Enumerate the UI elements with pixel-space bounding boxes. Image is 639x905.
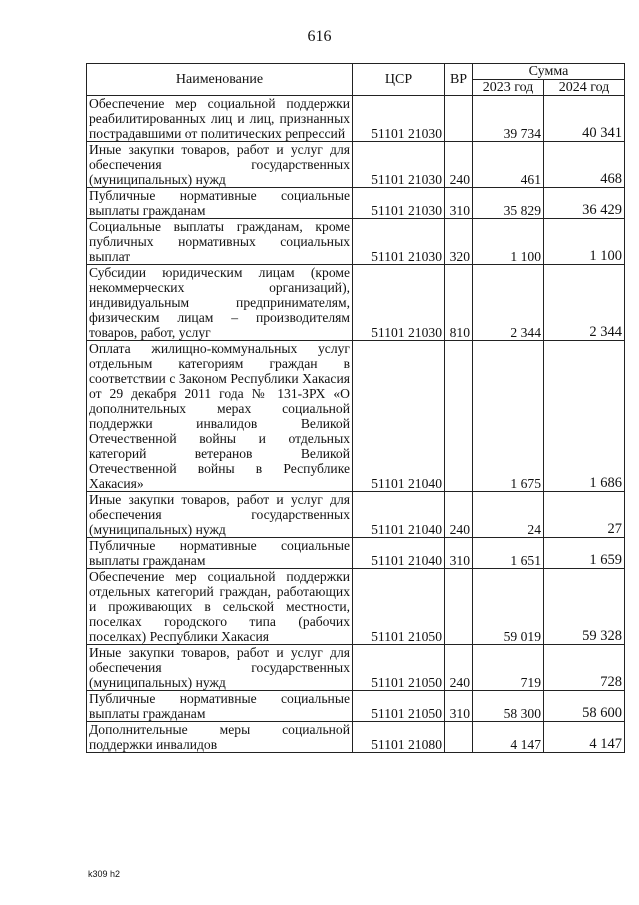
row-vr-cell: 810 [445,265,473,341]
row-amount-2024-cell: 40 341 [544,96,625,142]
row-vr-cell: 310 [445,188,473,219]
row-amount-2024-cell: 1 686 [544,341,625,492]
row-name-cell: Обеспечение мер социальной поддержки отдельных категорий граждан, работающих и проживающих в сельской местности, поселках городского типа (рабочих поселках) Республики Хакасия [87,569,353,645]
row-name-cell: Публичные нормативные социальные выплаты гражданам [87,691,353,722]
row-name-cell: Иные закупки товаров, работ и услуг для обеспечения государственных (муниципальных) нужд [87,645,353,691]
row-csr-cell: 51101 21030 [353,96,445,142]
row-vr-cell [445,96,473,142]
row-amount-2023-cell: 59 019 [473,569,544,645]
header-csr: ЦСР [353,64,445,96]
table-row [87,219,625,265]
row-vr-cell: 310 [445,691,473,722]
row-amount-2023-cell: 1 651 [473,538,544,569]
row-amount-2024-cell: 58 600 [544,691,625,722]
row-amount-2024-cell: 4 147 [544,722,625,753]
row-amount-2023-cell: 2 344 [473,265,544,341]
row-name-cell: Иные закупки товаров, работ и услуг для обеспечения государственных (муниципальных) нужд [87,142,353,188]
row-csr-cell: 51101 21040 [353,538,445,569]
row-name-cell: Социальные выплаты гражданам, кроме публичных нормативных социальных выплат [87,219,353,265]
row-amount-2023-cell: 39 734 [473,96,544,142]
row-amount-2024-cell: 1 100 [544,219,625,265]
row-csr-cell: 51101 21030 [353,265,445,341]
table-row [87,492,625,538]
table-row [87,142,625,188]
row-amount-2023-cell: 1 675 [473,341,544,492]
row-name-cell: Обеспечение мер социальной поддержки реабилитированных лиц и лиц, признанных пострадавшими от политических репрессий [87,96,353,142]
row-csr-cell: 51101 21040 [353,341,445,492]
row-vr-cell: 240 [445,492,473,538]
row-name-cell: Оплата жилищно-коммунальных услуг отдельным категориям граждан в соответствии с Законом Республики Хакасия от 29 декабря 2011 года № 131-ЗРХ «О дополнительных мерах социальной поддержки инвалидов Великой Отечественной войны и отдельных категорий ветеранов Великой Отечественной войны в Республике Хакасия» [87,341,353,492]
row-vr-cell [445,569,473,645]
row-amount-2024-cell: 36 429 [544,188,625,219]
row-amount-2024-cell: 728 [544,645,625,691]
row-vr-cell: 310 [445,538,473,569]
header-year-2024: 2024 год [544,80,625,96]
row-csr-cell: 51101 21050 [353,691,445,722]
row-csr-cell: 51101 21080 [353,722,445,753]
table-row [87,645,625,691]
row-amount-2023-cell: 35 829 [473,188,544,219]
row-amount-2024-cell: 2 344 [544,265,625,341]
table-row [87,341,625,492]
table-row [87,722,625,753]
row-name-cell: Дополнительные меры социальной поддержки инвалидов [87,722,353,753]
row-amount-2023-cell: 4 147 [473,722,544,753]
row-name-cell: Субсидии юридическим лицам (кроме некоммерческих организаций), индивидуальным предпринимателям, физическим лицам – производителям товаров, работ, услуг [87,265,353,341]
row-amount-2024-cell: 27 [544,492,625,538]
header-name: Наименование [87,64,353,96]
table-row [87,96,625,142]
header-vr: ВР [445,64,473,96]
row-amount-2023-cell: 58 300 [473,691,544,722]
row-amount-2024-cell: 1 659 [544,538,625,569]
row-vr-cell: 240 [445,645,473,691]
header-sum: Сумма [473,64,625,80]
row-csr-cell: 51101 21030 [353,142,445,188]
table-row [87,188,625,219]
row-vr-cell [445,341,473,492]
table-row [87,569,625,645]
row-amount-2023-cell: 461 [473,142,544,188]
row-amount-2023-cell: 24 [473,492,544,538]
table-row [87,691,625,722]
header-year-2023: 2023 год [473,80,544,96]
row-csr-cell: 51101 21040 [353,492,445,538]
row-csr-cell: 51101 21050 [353,569,445,645]
row-name-cell: Публичные нормативные социальные выплаты гражданам [87,538,353,569]
row-vr-cell: 240 [445,142,473,188]
row-vr-cell: 320 [445,219,473,265]
row-vr-cell [445,722,473,753]
table-row [87,538,625,569]
page-number: 616 [307,28,332,45]
row-csr-cell: 51101 21030 [353,219,445,265]
row-amount-2024-cell: 59 328 [544,569,625,645]
budget-table [86,63,625,753]
row-amount-2024-cell: 468 [544,142,625,188]
row-amount-2023-cell: 1 100 [473,219,544,265]
row-name-cell: Публичные нормативные социальные выплаты гражданам [87,188,353,219]
footer-code: k309 h2 [88,869,121,879]
row-amount-2023-cell: 719 [473,645,544,691]
row-name-cell: Иные закупки товаров, работ и услуг для обеспечения государственных (муниципальных) нужд [87,492,353,538]
table-row [87,265,625,341]
row-csr-cell: 51101 21030 [353,188,445,219]
row-csr-cell: 51101 21050 [353,645,445,691]
